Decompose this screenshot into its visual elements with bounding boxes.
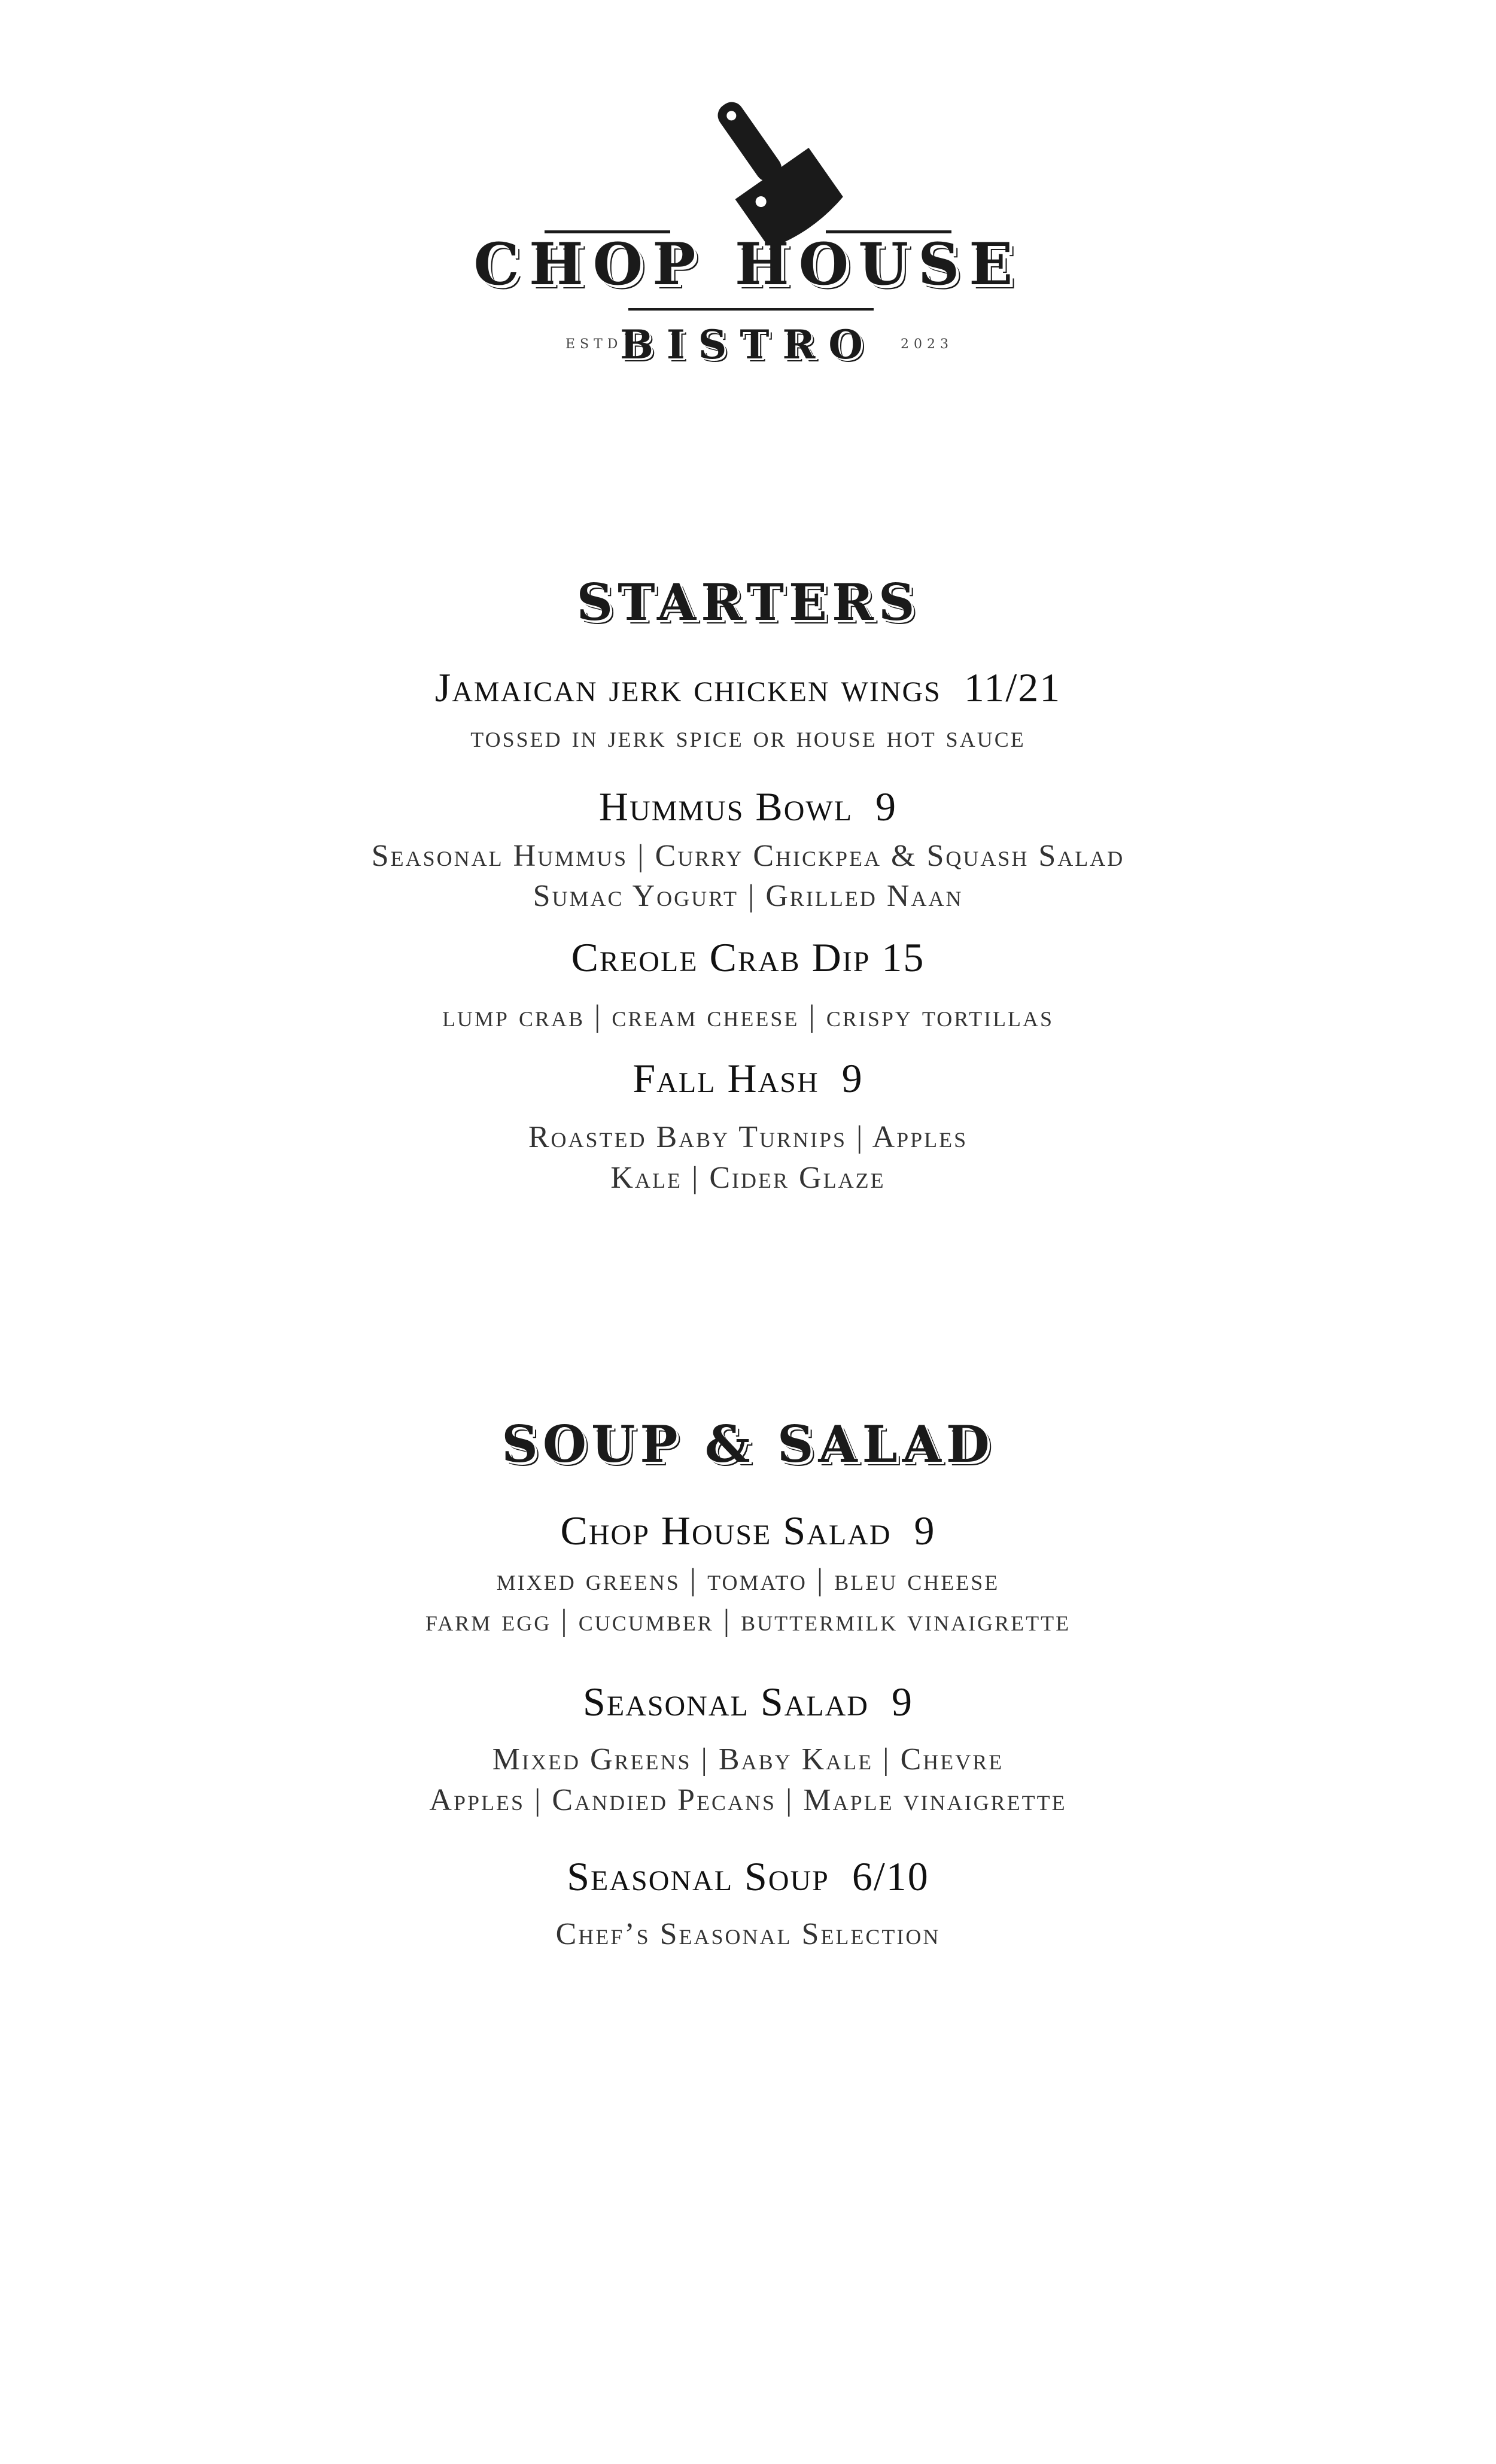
menu-item-name: Seasonal Soup 6/10 [567,1854,929,1900]
menu-item [0,1677,1496,1820]
menu-item-name: Seasonal Salad 9 [583,1679,913,1725]
menu-item-desc-line: mixed greens | tomato | bleu cheese [496,1563,1000,1597]
menu-item-desc-line: Mixed Greens | Baby Kale | Chevre [492,1742,1004,1777]
menu-item-desc-line: Sumac Yogurt | Grilled Naan [533,879,963,914]
menu-item-desc [0,1914,1496,1955]
menu-item-desc [0,717,1496,758]
menu-item [0,1053,1496,1198]
menu-item-desc-line: Apples | Candied Pecans | Maple vinaigrette [429,1782,1067,1817]
menu-item-desc-line: lump crab | cream cheese | crispy tortillas [442,999,1054,1033]
section-title: STARTERS [576,573,920,632]
menu-item [0,781,1496,917]
menu-item-desc-line: Kale | Cider Glaze [610,1160,886,1195]
section-title: SOUP & SALAD [501,1414,995,1474]
menu-item [0,662,1496,758]
logo [0,0,1496,383]
menu-item-desc [0,1739,1496,1820]
section-soup-salad [0,1414,1496,1955]
menu-item-desc-line: Seasonal Hummus | Curry Chickpea & Squash Salad [371,838,1125,873]
brand-year: 2023 [901,337,953,352]
section-starters [0,573,1496,1198]
logo-rule-middle [628,308,874,311]
menu-item-name: Hummus Bowl 9 [598,783,898,829]
menu-item-desc [0,836,1496,917]
menu-item-desc [0,1560,1496,1641]
menu-item-desc-line: tossed in jerk spice or house hot sauce [470,720,1026,754]
menu-item [0,1851,1496,1955]
brand-name: CHOP HOUSE [473,230,1023,298]
menu-item-desc [0,1117,1496,1198]
menu-item-desc-line: Chef’s Seasonal Selection [555,1917,941,1952]
menu-item-name: Creole Crab Dip 15 [571,934,925,980]
menu-item-name: Chop House Salad 9 [560,1508,936,1553]
menu-item [0,1505,1496,1641]
menu-item-desc-line: farm egg | cucumber | buttermilk vinaigrette [425,1603,1071,1638]
menu-item-name: Fall Hash 9 [633,1055,863,1102]
menu-item-name: Jamaican jerk chicken wings 11/21 [434,665,1062,710]
menu-item-desc-line: Roasted Baby Turnips | Apples [528,1120,968,1155]
menu-item-desc [0,996,1496,1037]
brand-estd-label: ESTD [565,337,623,352]
menu-item [0,932,1496,1037]
brand-subtitle: BISTRO [620,321,876,368]
